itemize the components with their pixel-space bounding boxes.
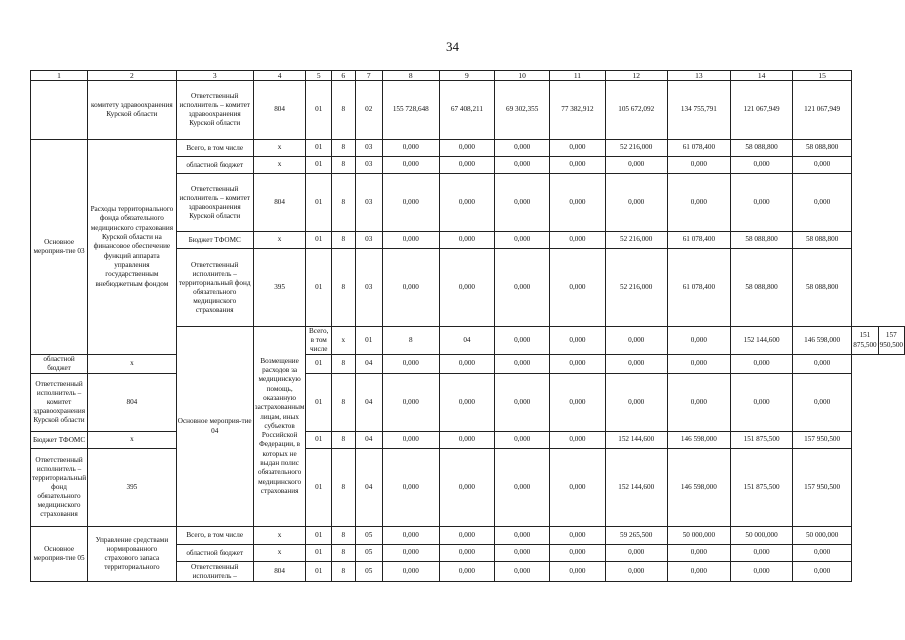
value-cell: 8	[331, 81, 355, 140]
value-cell: 59 265,500	[605, 527, 667, 545]
value-cell: 0,000	[495, 545, 550, 562]
column-header: 2	[88, 71, 177, 81]
value-cell: 0,000	[667, 562, 731, 582]
value-cell: 151 875,500	[852, 327, 878, 355]
executor-cell: Всего, в том числе	[176, 140, 253, 157]
value-cell: 0,000	[550, 232, 606, 249]
value-cell: 01	[306, 374, 332, 432]
value-cell: 0,000	[731, 374, 793, 432]
value-cell: 0,000	[550, 174, 606, 232]
column-header: 7	[355, 71, 382, 81]
executor-cell: Бюджет ТФОМС	[176, 232, 253, 249]
value-cell: 0,000	[605, 374, 667, 432]
value-cell: 155 728,648	[383, 81, 440, 140]
value-cell: 0,000	[439, 449, 495, 527]
value-cell: 58 088,800	[792, 249, 851, 327]
value-cell: 0,000	[439, 545, 495, 562]
value-cell: 05	[355, 527, 382, 545]
value-cell: 0,000	[495, 232, 550, 249]
value-cell: 04	[355, 449, 382, 527]
value-cell: 0,000	[439, 140, 495, 157]
executor-cell: областной бюджет	[176, 157, 253, 174]
value-cell: 0,000	[550, 527, 606, 545]
value-cell: 8	[331, 562, 355, 582]
value-cell: 0,000	[550, 432, 606, 449]
value-cell: 03	[355, 174, 382, 232]
value-cell: 04	[355, 432, 382, 449]
measure-name-cell: комитету здравоохранения Курской области	[88, 81, 177, 140]
value-cell: 0,000	[439, 157, 495, 174]
measure-name-cell: Управление средствами нормированного страхового запаса территориального	[88, 527, 177, 582]
value-cell: 0,000	[731, 174, 793, 232]
value-cell: 0,000	[667, 327, 731, 355]
table-row	[31, 81, 905, 140]
value-cell: 0,000	[439, 432, 495, 449]
value-cell: 0,000	[439, 374, 495, 432]
value-cell: 50 000,000	[731, 527, 793, 545]
value-cell: 8	[331, 374, 355, 432]
value-cell: 04	[355, 355, 382, 374]
value-cell: 0,000	[383, 355, 440, 374]
value-cell: 0,000	[495, 355, 550, 374]
value-cell: 0,000	[792, 374, 851, 432]
value-cell: 0,000	[439, 355, 495, 374]
value-cell: 61 078,400	[667, 140, 731, 157]
value-cell: 8	[331, 527, 355, 545]
value-cell: 01	[306, 174, 332, 232]
value-cell: 0,000	[495, 157, 550, 174]
value-cell: 0,000	[383, 432, 440, 449]
column-header: 10	[495, 71, 550, 81]
value-cell: 151 875,500	[731, 449, 793, 527]
value-cell: 0,000	[792, 355, 851, 374]
value-cell: 52 216,000	[605, 140, 667, 157]
value-cell: 0,000	[792, 545, 851, 562]
value-cell: 121 067,949	[792, 81, 851, 140]
value-cell: 157 950,500	[792, 449, 851, 527]
measure-name-cell: Возмещение расходов за медицинскую помощь, оказанную застрахованным лицам, иных субъектов Российской Федерации, в которых не выдан полис обязательного медицинского страхования	[253, 327, 306, 527]
executor-cell: Всего, в том числе	[306, 327, 332, 355]
value-cell: 0,000	[383, 174, 440, 232]
value-cell: 0,000	[383, 374, 440, 432]
value-cell: 152 144,600	[605, 432, 667, 449]
column-header: 5	[306, 71, 332, 81]
value-cell: 0,000	[550, 545, 606, 562]
page-number: 34	[446, 39, 459, 54]
value-cell: 0,000	[439, 249, 495, 327]
value-cell: 0,000	[439, 174, 495, 232]
table-row	[31, 374, 905, 432]
value-cell: 04	[439, 327, 495, 355]
table-row	[31, 140, 905, 157]
value-cell: 01	[306, 432, 332, 449]
executor-cell: Ответственный исполнитель – территориальный фонд обязательного медицинского страхования	[31, 449, 88, 527]
value-cell: x	[88, 432, 177, 449]
column-header: 11	[550, 71, 606, 81]
value-cell: 0,000	[550, 327, 606, 355]
value-cell: 01	[306, 545, 332, 562]
value-cell: 0,000	[605, 327, 667, 355]
value-cell: x	[253, 527, 306, 545]
column-header: 8	[383, 71, 440, 81]
value-cell: 0,000	[605, 355, 667, 374]
value-cell: 152 144,600	[731, 327, 793, 355]
value-cell: 0,000	[667, 355, 731, 374]
value-cell: 05	[355, 562, 382, 582]
value-cell: 58 088,800	[731, 232, 793, 249]
value-cell: 804	[253, 562, 306, 582]
value-cell: 0,000	[383, 232, 440, 249]
value-cell: 04	[355, 374, 382, 432]
executor-cell: областной бюджет	[176, 545, 253, 562]
value-cell: 0,000	[495, 249, 550, 327]
value-cell: 0,000	[383, 545, 440, 562]
column-header: 9	[439, 71, 495, 81]
value-cell: 146 598,000	[667, 449, 731, 527]
table-row	[31, 449, 905, 527]
value-cell: 105 672,092	[605, 81, 667, 140]
value-cell: 0,000	[605, 157, 667, 174]
value-cell: 0,000	[495, 432, 550, 449]
value-cell: 58 088,800	[792, 232, 851, 249]
value-cell: 05	[355, 545, 382, 562]
value-cell: 61 078,400	[667, 232, 731, 249]
value-cell: 0,000	[383, 527, 440, 545]
value-cell: 0,000	[550, 249, 606, 327]
value-cell: 804	[88, 374, 177, 432]
executor-cell: Всего, в том числе	[176, 527, 253, 545]
value-cell: 01	[306, 249, 332, 327]
value-cell: 146 598,000	[667, 432, 731, 449]
value-cell: 157 950,500	[792, 432, 851, 449]
value-cell: 8	[331, 545, 355, 562]
value-cell: 152 144,600	[605, 449, 667, 527]
value-cell: 67 408,211	[439, 81, 495, 140]
executor-cell: Ответственный исполнитель – комитет здравоохранения Курской области	[176, 174, 253, 232]
value-cell: 0,000	[792, 174, 851, 232]
value-cell: 0,000	[731, 562, 793, 582]
value-cell: 0,000	[383, 157, 440, 174]
value-cell: 134 755,791	[667, 81, 731, 140]
value-cell: 0,000	[495, 449, 550, 527]
table-row	[31, 71, 905, 81]
value-cell: 8	[331, 140, 355, 157]
column-header: 15	[792, 71, 851, 81]
value-cell: 8	[331, 232, 355, 249]
executor-cell: Ответственный исполнитель – комитет здравоохранения Курской области	[31, 374, 88, 432]
value-cell: 0,000	[731, 355, 793, 374]
value-cell: 0,000	[495, 327, 550, 355]
executor-cell: Бюджет ТФОМС	[31, 432, 88, 449]
value-cell: 0,000	[550, 140, 606, 157]
value-cell: 61 078,400	[667, 249, 731, 327]
column-header: 6	[331, 71, 355, 81]
value-cell: 0,000	[495, 174, 550, 232]
executor-cell: Ответственный исполнитель – территориальный фонд обязательного медицинского страхования	[176, 249, 253, 327]
value-cell: 0,000	[605, 562, 667, 582]
value-cell: 58 088,800	[792, 140, 851, 157]
activity-cell	[31, 81, 88, 140]
value-cell: 03	[355, 249, 382, 327]
value-cell: 0,000	[667, 374, 731, 432]
value-cell: 0,000	[383, 562, 440, 582]
column-header: 4	[253, 71, 306, 81]
value-cell: 03	[355, 232, 382, 249]
value-cell: 121 067,949	[731, 81, 793, 140]
executor-cell: областной бюджет	[31, 355, 88, 374]
value-cell: 0,000	[550, 355, 606, 374]
value-cell: 0,000	[383, 449, 440, 527]
value-cell: 50 000,000	[667, 527, 731, 545]
value-cell: 50 000,000	[792, 527, 851, 545]
table-row	[31, 432, 905, 449]
value-cell: 01	[306, 232, 332, 249]
value-cell: 8	[331, 432, 355, 449]
value-cell: 69 302,355	[495, 81, 550, 140]
value-cell: 804	[253, 81, 306, 140]
value-cell: 03	[355, 157, 382, 174]
value-cell: 8	[331, 157, 355, 174]
measure-name-cell: Расходы территориального фонда обязательного медицинского страхования Курской области на финансовое обеспечение функций аппарата управления государственным внебюджетным фондом	[88, 140, 177, 355]
value-cell: 0,000	[792, 562, 851, 582]
value-cell: 01	[306, 140, 332, 157]
value-cell: 0,000	[495, 562, 550, 582]
value-cell: 395	[88, 449, 177, 527]
activity-cell: Основное мероприя-тие 05	[31, 527, 88, 582]
value-cell: 01	[306, 157, 332, 174]
value-cell: 0,000	[605, 545, 667, 562]
value-cell: x	[331, 327, 355, 355]
value-cell: x	[253, 545, 306, 562]
value-cell: 8	[331, 449, 355, 527]
value-cell: 0,000	[550, 374, 606, 432]
value-cell: 0,000	[667, 157, 731, 174]
value-cell: 8	[331, 249, 355, 327]
value-cell: 0,000	[550, 562, 606, 582]
column-header: 13	[667, 71, 731, 81]
value-cell: 77 382,912	[550, 81, 606, 140]
value-cell: 0,000	[383, 140, 440, 157]
value-cell: 0,000	[731, 545, 793, 562]
value-cell: 8	[331, 355, 355, 374]
column-header: 3	[176, 71, 253, 81]
value-cell: 01	[306, 449, 332, 527]
value-cell: 0,000	[495, 140, 550, 157]
value-cell: 01	[306, 562, 332, 582]
value-cell: 0,000	[439, 232, 495, 249]
value-cell: x	[88, 355, 177, 374]
value-cell: 8	[331, 174, 355, 232]
activity-cell: Основное мероприя-тие 03	[31, 140, 88, 355]
value-cell: 395	[253, 249, 306, 327]
value-cell: 01	[355, 327, 382, 355]
value-cell: 0,000	[495, 374, 550, 432]
value-cell: 0,000	[731, 157, 793, 174]
value-cell: 01	[306, 355, 332, 374]
value-cell: 01	[306, 81, 332, 140]
executor-cell: Ответственный исполнитель –	[176, 562, 253, 582]
value-cell: 151 875,500	[731, 432, 793, 449]
column-header: 12	[605, 71, 667, 81]
column-header: 14	[731, 71, 793, 81]
value-cell: x	[253, 232, 306, 249]
value-cell: 146 598,000	[792, 327, 851, 355]
value-cell: 0,000	[383, 249, 440, 327]
value-cell: 01	[306, 527, 332, 545]
value-cell: x	[253, 140, 306, 157]
executor-cell: Ответственный исполнитель – комитет здравоохранения Курской области	[176, 81, 253, 140]
table-row	[31, 355, 905, 374]
activity-cell: Основное мероприя-тие 04	[176, 327, 253, 527]
value-cell: 0,000	[495, 527, 550, 545]
value-cell: 0,000	[667, 174, 731, 232]
value-cell: 52 216,000	[605, 249, 667, 327]
value-cell: 0,000	[550, 157, 606, 174]
value-cell: 0,000	[667, 545, 731, 562]
value-cell: 804	[253, 174, 306, 232]
value-cell: 0,000	[439, 527, 495, 545]
value-cell: 58 088,800	[731, 249, 793, 327]
value-cell: 0,000	[792, 157, 851, 174]
value-cell: 0,000	[550, 449, 606, 527]
value-cell: 157 950,500	[878, 327, 904, 355]
value-cell: x	[253, 157, 306, 174]
value-cell: 52 216,000	[605, 232, 667, 249]
column-header: 1	[31, 71, 88, 81]
value-cell: 03	[355, 140, 382, 157]
value-cell: 58 088,800	[731, 140, 793, 157]
value-cell: 02	[355, 81, 382, 140]
budget-table	[30, 70, 905, 582]
value-cell: 8	[383, 327, 440, 355]
table-row	[31, 527, 905, 545]
value-cell: 0,000	[439, 562, 495, 582]
value-cell: 0,000	[605, 174, 667, 232]
